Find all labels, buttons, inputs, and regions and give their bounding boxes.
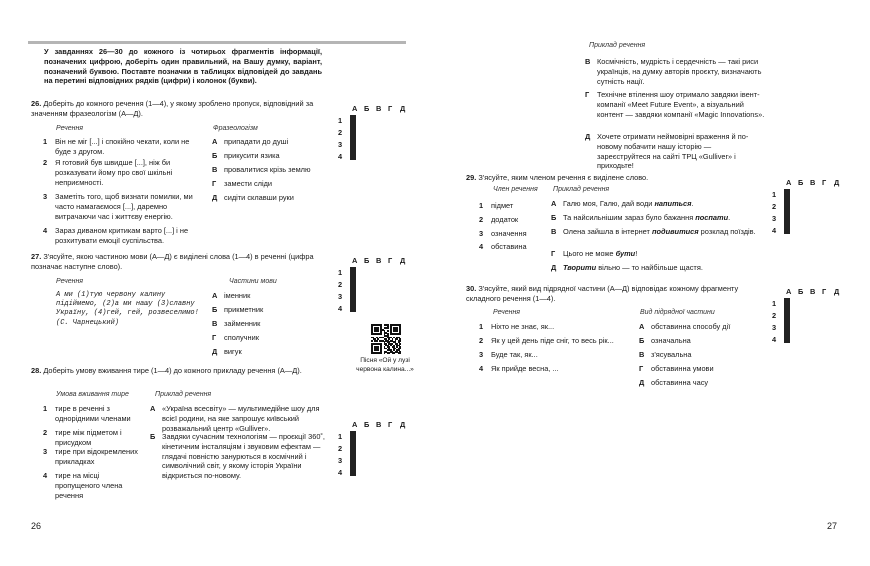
item-text-pre: Галю моя, Галю, дай води xyxy=(563,199,655,208)
item-marker: 1 xyxy=(43,404,48,413)
grid-row-label: 3 xyxy=(338,140,343,149)
item-text: замести сліди xyxy=(224,179,273,188)
grid-row-label: 1 xyxy=(338,268,343,277)
item-marker: Д xyxy=(585,132,591,141)
grid-cell[interactable] xyxy=(789,332,790,343)
q28-number: 28. xyxy=(31,366,42,375)
grid-column-label: Г xyxy=(388,104,393,113)
grid-row-label: 3 xyxy=(338,456,343,465)
cont-header: Приклад речення xyxy=(589,42,646,49)
q26-right-header: Фразеологізм xyxy=(213,125,258,132)
q26-number: 26. xyxy=(31,99,42,108)
grid-column-label: Д xyxy=(400,420,406,429)
grid-column-label: Б xyxy=(364,420,370,429)
item-marker: Б xyxy=(551,213,557,222)
q29-left-header: Член речення xyxy=(493,186,538,193)
item-marker: А xyxy=(551,199,557,208)
item-marker: 3 xyxy=(479,350,484,359)
item-text: прикметник xyxy=(224,305,264,314)
item-highlight: бути xyxy=(615,249,636,258)
q28-right-header: Приклад речення xyxy=(155,391,212,398)
grid-column-label: Д xyxy=(834,287,840,296)
item-marker: Б xyxy=(212,151,218,160)
grid-cell[interactable] xyxy=(355,454,356,465)
item-marker: Б xyxy=(212,305,218,314)
grid-column-label: В xyxy=(376,256,382,265)
item-text: обставинна умови xyxy=(651,364,714,373)
item-text xyxy=(563,249,766,259)
grid-column-label: Г xyxy=(822,178,827,187)
item-marker: А xyxy=(212,137,218,146)
item-text: Як у цей день піде сніг, то весь рік... xyxy=(491,336,614,345)
q27-prompt: З'ясуйте, якою частиною мови (А—Д) є виділені слова (1—4) в реченні (цифра позначає наступне слово). xyxy=(31,252,314,271)
item-marker: Г xyxy=(585,90,590,99)
item-highlight: поспати xyxy=(695,213,729,222)
grid-cell[interactable] xyxy=(789,299,790,310)
item-text: Буде так, як... xyxy=(491,350,538,359)
grid-column-label: Б xyxy=(364,256,370,265)
grid-row-label: 1 xyxy=(338,116,343,125)
q27-left-header: Речення xyxy=(56,278,84,285)
item-marker: Г xyxy=(551,249,556,258)
q29-right-header: Приклад речення xyxy=(553,186,610,193)
item-text: Завдяки сучасним технологіям — проєкції 360˚, кінетичним інсталяціям і звуковим ефектам — глядачі повністю занурються в космічний і символічний світ, у якому історія України відкриється по-новому. xyxy=(162,432,325,481)
grid-column-label: Д xyxy=(834,178,840,187)
grid-column-label: Б xyxy=(798,178,804,187)
grid-cell[interactable] xyxy=(355,465,356,476)
grid-column-label: В xyxy=(376,104,382,113)
grid-row-label: 3 xyxy=(772,214,777,223)
grid-column-label: А xyxy=(352,420,358,429)
item-marker: В xyxy=(639,350,645,359)
grid-column-label: Д xyxy=(400,104,406,113)
grid-cell[interactable] xyxy=(355,127,356,138)
q29 xyxy=(466,173,766,183)
grid-cell[interactable] xyxy=(789,310,790,321)
item-highlight: подивитися xyxy=(651,227,699,236)
item-marker: 4 xyxy=(43,226,48,235)
item-marker: 3 xyxy=(479,229,484,238)
q29-prompt: З'ясуйте, яким членом речення є виділене слово. xyxy=(478,173,649,182)
grid-column-label: А xyxy=(786,178,792,187)
q26-left-header: Речення xyxy=(56,125,84,132)
item-marker: 1 xyxy=(43,137,48,146)
q26 xyxy=(31,99,323,119)
grid-row-label: 4 xyxy=(338,468,343,477)
item-text: провалитися крізь землю xyxy=(224,165,311,174)
grid-cell[interactable] xyxy=(355,432,356,443)
q30-right-header: Вид підрядної частини xyxy=(640,309,715,316)
item-marker: 4 xyxy=(479,242,484,251)
grid-cell[interactable] xyxy=(355,290,356,301)
grid-row-label: 2 xyxy=(338,128,343,137)
item-text xyxy=(563,263,766,273)
grid-cell[interactable] xyxy=(789,212,790,223)
grid-column-label: Г xyxy=(388,256,393,265)
item-marker: Д xyxy=(639,378,645,387)
item-text: з'ясувальна xyxy=(651,350,692,359)
q30-number: 30. xyxy=(466,284,477,293)
grid-cell[interactable] xyxy=(355,301,356,312)
grid-column-label: Д xyxy=(400,256,406,265)
grid-column-label: А xyxy=(352,104,358,113)
item-text: «Україна всесвіту» — мультимедійне шоу для всієї родини, на яке запрошує київський розважальний центр «Gulliver». xyxy=(162,404,320,433)
q29-number: 29. xyxy=(466,173,477,182)
item-marker: 3 xyxy=(43,447,48,456)
item-marker: Д xyxy=(212,347,218,356)
q26-prompt: Доберіть до кожного речення (1—4), у якому зроблено пропуск, відповідний за значенням фразеологізм (А—Д). xyxy=(31,99,314,118)
grid-row-label: 1 xyxy=(772,299,777,308)
item-marker: Б xyxy=(150,432,156,441)
item-marker: 2 xyxy=(479,215,484,224)
item-highlight: напиться xyxy=(654,199,692,208)
item-text: Зараз диваном критикам варто [...] і не розхитувати емоції суспільства. xyxy=(55,226,189,245)
page-number-left: 26 xyxy=(31,521,42,531)
grid-cell[interactable] xyxy=(789,321,790,332)
item-marker: А xyxy=(212,291,218,300)
item-text: підмет xyxy=(491,201,514,210)
item-text: тире при відокремлених прикладках xyxy=(55,447,138,466)
grid-row-label: 2 xyxy=(338,444,343,453)
item-text: Хочете отримати неймовірні враження й по-новому побачити нашу історію — зареєструйтеся на сайті ТРЦ «Gulliver» і приходьте! xyxy=(597,132,749,171)
item-marker: 2 xyxy=(43,428,48,437)
instructions: У завданнях 26—30 до кожного із чотирьох фрагментів інформації, позначених цифрою, доберіть один правильний, на Вашу думку, варіант, позначений буквою. Поставте позначки в таблицях відповідей до завдань на перетині відповідних рядків (цифри) і колонок (букви). xyxy=(44,47,322,86)
item-text: обставинна часу xyxy=(651,378,709,387)
item-text: припадати до душі xyxy=(224,137,289,146)
grid-column-label: В xyxy=(810,178,816,187)
grid-row-label: 2 xyxy=(772,202,777,211)
grid-column-label: Г xyxy=(388,420,393,429)
grid-cell[interactable] xyxy=(789,190,790,201)
grid-column-label: А xyxy=(786,287,792,296)
item-text: додаток xyxy=(491,215,519,224)
item-marker: Г xyxy=(212,179,217,188)
item-text-post: ! xyxy=(635,249,638,258)
item-marker: В xyxy=(585,57,591,66)
item-marker: 4 xyxy=(479,364,484,373)
item-text: Ніхто не знає, як... xyxy=(491,322,555,331)
grid-row-label: 1 xyxy=(338,432,343,441)
item-text: прикусити язика xyxy=(224,151,280,160)
item-marker: А xyxy=(150,404,156,413)
item-marker: 4 xyxy=(43,471,48,480)
item-text: Він не міг [...] і спокійно чекати, коли не буде з другом. xyxy=(55,137,190,156)
item-text-pre: Та найсильнішим зараз було бажання xyxy=(563,213,696,222)
q27-sentence: А ми (1)тую червону калину підіймемо, (2)а ми нашу (3)славну Україну, (4)гей, гей, розвеселимо! (С. Чарнецький) xyxy=(56,291,199,327)
item-text: означення xyxy=(491,229,527,238)
item-text xyxy=(563,199,766,209)
item-marker: 1 xyxy=(479,201,484,210)
item-marker: 2 xyxy=(479,336,484,345)
item-marker: Г xyxy=(639,364,644,373)
grid-cell[interactable] xyxy=(355,279,356,290)
q28-prompt: Доберіть умову вживання тире (1—4) до кожного прикладу речення (А—Д). xyxy=(43,366,302,375)
grid-column-label: В xyxy=(376,420,382,429)
item-marker: 2 xyxy=(43,158,48,167)
item-text: іменник xyxy=(224,291,251,300)
q30-left-header: Речення xyxy=(493,309,521,316)
page-number-right: 27 xyxy=(827,521,838,531)
grid-row-label: 1 xyxy=(772,190,777,199)
q30 xyxy=(466,284,766,304)
item-text xyxy=(563,213,766,223)
item-text: Технічне втілення шоу отримало завдяки івент-компанії «Meet Future Event», а візуальний контент — завдяки компанії «Magic Innovations». xyxy=(597,90,765,119)
item-highlight: Творити xyxy=(563,263,597,272)
grid-row-label: 4 xyxy=(338,152,343,161)
item-text: тире в реченні з однорідними членами xyxy=(55,404,131,423)
grid-column-label: А xyxy=(352,256,358,265)
item-text: вигук xyxy=(224,347,242,356)
item-text: сидіти склавши руки xyxy=(224,193,294,202)
grid-cell[interactable] xyxy=(355,138,356,149)
item-text: обставинна способу дії xyxy=(651,322,731,331)
item-text-pre: Олена зайшла в інтернет xyxy=(563,227,652,236)
item-marker: Д xyxy=(551,263,557,272)
item-marker: В xyxy=(212,165,218,174)
qr-caption: Пісня «Ой у лузі червона калина...» xyxy=(356,357,414,373)
grid-column-label: В xyxy=(810,287,816,296)
grid-column-label: Б xyxy=(364,104,370,113)
grid-row-label: 3 xyxy=(772,323,777,332)
q28 xyxy=(31,366,323,376)
grid-cell[interactable] xyxy=(789,223,790,234)
grid-cell[interactable] xyxy=(355,149,356,160)
grid-row-label: 4 xyxy=(338,304,343,313)
grid-cell[interactable] xyxy=(355,116,356,127)
item-text: займенник xyxy=(224,319,261,328)
item-text: тире між підметом і присудком xyxy=(55,428,122,447)
item-marker: А xyxy=(639,322,645,331)
grid-cell[interactable] xyxy=(355,268,356,279)
q27-number: 27. xyxy=(31,252,42,261)
item-text: Космічність, мудрість і сердечність — такі риси українців, на думку авторів проєкту, визначають сутність нації. xyxy=(597,57,762,86)
item-marker: В xyxy=(212,319,218,328)
item-marker: Г xyxy=(212,333,217,342)
item-text: Я готовий був швидше [...], ніж би розказувати йому про свої шкільні неприємності. xyxy=(55,158,173,187)
grid-cell[interactable] xyxy=(789,201,790,212)
item-text-post: . xyxy=(728,213,731,222)
item-text-post: розклад поїздів. xyxy=(698,227,756,236)
grid-row-label: 2 xyxy=(338,280,343,289)
q27-right-header: Частини мови xyxy=(229,278,277,285)
top-rule xyxy=(28,41,406,44)
item-text-post: вільно — то найбільше щастя. xyxy=(596,263,703,272)
item-text: Як прийде весна, ... xyxy=(491,364,559,373)
item-marker: 3 xyxy=(43,192,48,201)
grid-row-label: 2 xyxy=(772,311,777,320)
grid-column-label: Б xyxy=(798,287,804,296)
item-text: сполучник xyxy=(224,333,259,342)
grid-row-label: 4 xyxy=(772,335,777,344)
q27 xyxy=(31,252,323,272)
grid-row-label: 3 xyxy=(338,292,343,301)
item-marker: 1 xyxy=(479,322,484,331)
item-text-pre: Цього не може xyxy=(563,249,616,258)
item-marker: Б xyxy=(639,336,645,345)
item-text: обставина xyxy=(491,242,527,251)
item-text: тире на місці пропущеного члена речення xyxy=(55,471,123,500)
item-text-post: . xyxy=(691,199,694,208)
grid-column-label: Г xyxy=(822,287,827,296)
q30-prompt: З'ясуйте, який вид підрядної частини (А—Д) відповідає кожному фрагменту складного речення (1—4). xyxy=(466,284,739,303)
grid-cell[interactable] xyxy=(355,443,356,454)
grid-row-label: 4 xyxy=(772,226,777,235)
item-text: означальна xyxy=(651,336,691,345)
qr-code[interactable] xyxy=(371,324,401,354)
q28-left-header: Умова вживання тире xyxy=(56,391,129,398)
item-text: Заметіть того, щоб визнати помилки, ми часто намагаємося [...], даремно витрачаючи час і життєву енергію. xyxy=(55,192,193,221)
item-marker: Д xyxy=(212,193,218,202)
item-marker: В xyxy=(551,227,557,236)
item-text xyxy=(563,227,766,237)
